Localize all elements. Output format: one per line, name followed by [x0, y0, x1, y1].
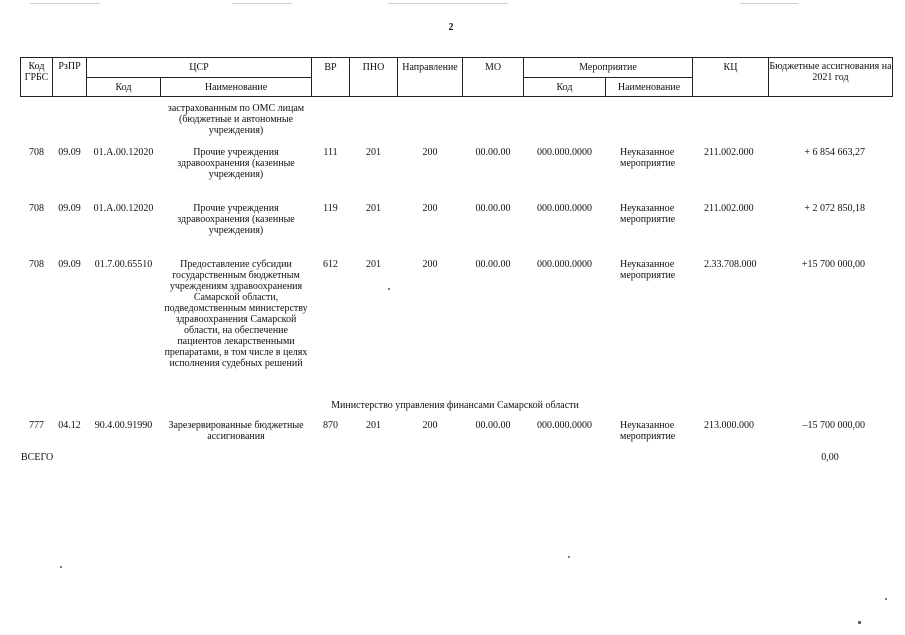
- header-event-code: Код: [556, 82, 573, 93]
- cell-pno: 201: [366, 203, 381, 214]
- cell-direction: 200: [422, 147, 438, 158]
- header-kc: КЦ: [723, 62, 738, 73]
- cell-amount: +15 700 000,00: [801, 259, 865, 270]
- cell-mo: 00.00.00: [475, 259, 511, 270]
- scan-speck: [568, 556, 570, 558]
- ministry-heading: Министерство управления финансами Самарской области: [331, 400, 579, 411]
- cell-csr-name: Прочие учреждения здравоохранения (казенные учреждения): [177, 147, 295, 180]
- header-csr-code: Код: [115, 82, 132, 93]
- cell-csr-name: Предоставление субсидии государственным бюджетным учреждениям здравоохранения Самарской области, подведомственным министерству здравоохранения Самарской области, на обеспечение пациентов лекарственными препаратами, в том числе в целях исполнения судебных решений: [164, 259, 308, 369]
- cell-event-code: 000.000.0000: [537, 147, 592, 158]
- page-number: 2: [448, 22, 454, 33]
- cell-kc: 211.002.000: [704, 203, 754, 214]
- cell-mo: 00.00.00: [475, 203, 511, 214]
- cell-kc: 211.002.000: [704, 147, 754, 158]
- cell-csr-code: 01.А.00.12020: [93, 203, 154, 214]
- scan-speck: [388, 288, 390, 290]
- header-mo: МО: [484, 62, 502, 73]
- cell-event-code: 000.000.0000: [537, 259, 592, 270]
- cell-direction: 200: [422, 259, 438, 270]
- scan-artifact-line: [30, 3, 100, 4]
- header-csr-name: Наименование: [204, 82, 268, 93]
- cell-grbs: 708: [29, 259, 44, 270]
- scan-artifact-line: [740, 3, 798, 4]
- header-pno: ПНО: [362, 62, 385, 73]
- cell-rzpr: 09.09: [58, 203, 81, 214]
- cell-pno: 201: [366, 147, 381, 158]
- cell-vr: 612: [323, 259, 338, 270]
- header-direction: Направление: [402, 62, 458, 73]
- total-amount: 0,00: [821, 452, 839, 463]
- scan-artifact-line: [232, 3, 292, 4]
- cell-csr-code: 90.4.00.91990: [94, 420, 153, 431]
- continuation-text: застрахованным по ОМС лицам (бюджетные и автономные учреждения): [167, 103, 305, 136]
- scan-artifact-line: [388, 3, 508, 4]
- cell-pno: 201: [366, 420, 381, 431]
- scan-speck: [885, 598, 887, 600]
- header-grbs: Код ГРБС: [24, 61, 49, 83]
- cell-mo: 00.00.00: [475, 147, 511, 158]
- cell-grbs: 708: [29, 203, 44, 214]
- cell-vr: 111: [323, 147, 338, 158]
- cell-pno: 201: [366, 259, 381, 270]
- header-event: Мероприятие: [579, 62, 637, 73]
- header-event-name: Наименование: [617, 82, 681, 93]
- cell-mo: 00.00.00: [475, 420, 511, 431]
- cell-event-code: 000.000.0000: [537, 420, 592, 431]
- header-budget: Бюджетные ассигнования на 2021 год: [769, 61, 892, 83]
- header-vr: ВР: [324, 62, 337, 73]
- cell-event-name: Неуказанное мероприятие: [620, 147, 676, 169]
- cell-direction: 200: [422, 420, 438, 431]
- cell-rzpr: 04.12: [58, 420, 81, 431]
- cell-csr-code: 01.А.00.12020: [93, 147, 154, 158]
- cell-csr-name: Прочие учреждения здравоохранения (казенные учреждения): [177, 203, 295, 236]
- cell-kc: 213.000.000: [704, 420, 754, 431]
- cell-event-name: Неуказанное мероприятие: [620, 203, 676, 225]
- cell-kc: 2.33.708.000: [704, 259, 757, 270]
- cell-amount: + 2 072 850,18: [804, 203, 865, 214]
- cell-csr-name: Зарезервированные бюджетные ассигнования: [168, 420, 304, 442]
- cell-csr-code: 01.7.00.65510: [94, 259, 153, 270]
- cell-rzpr: 09.09: [58, 259, 81, 270]
- cell-vr: 119: [323, 203, 338, 214]
- cell-vr: 870: [323, 420, 338, 431]
- cell-grbs: 708: [29, 147, 44, 158]
- cell-amount: + 6 854 663,27: [804, 147, 865, 158]
- header-csr: ЦСР: [189, 62, 209, 73]
- scan-speck: [60, 566, 62, 568]
- cell-amount: –15 700 000,00: [802, 420, 865, 431]
- cell-event-name: Неуказанное мероприятие: [620, 420, 676, 442]
- cell-rzpr: 09.09: [58, 147, 81, 158]
- cell-grbs: 777: [29, 420, 44, 431]
- total-label: ВСЕГО: [21, 452, 54, 463]
- cell-event-name: Неуказанное мероприятие: [620, 259, 676, 281]
- scan-speck: [858, 621, 861, 624]
- cell-event-code: 000.000.0000: [537, 203, 592, 214]
- cell-direction: 200: [422, 203, 438, 214]
- header-rzpr: РзПР: [58, 61, 81, 72]
